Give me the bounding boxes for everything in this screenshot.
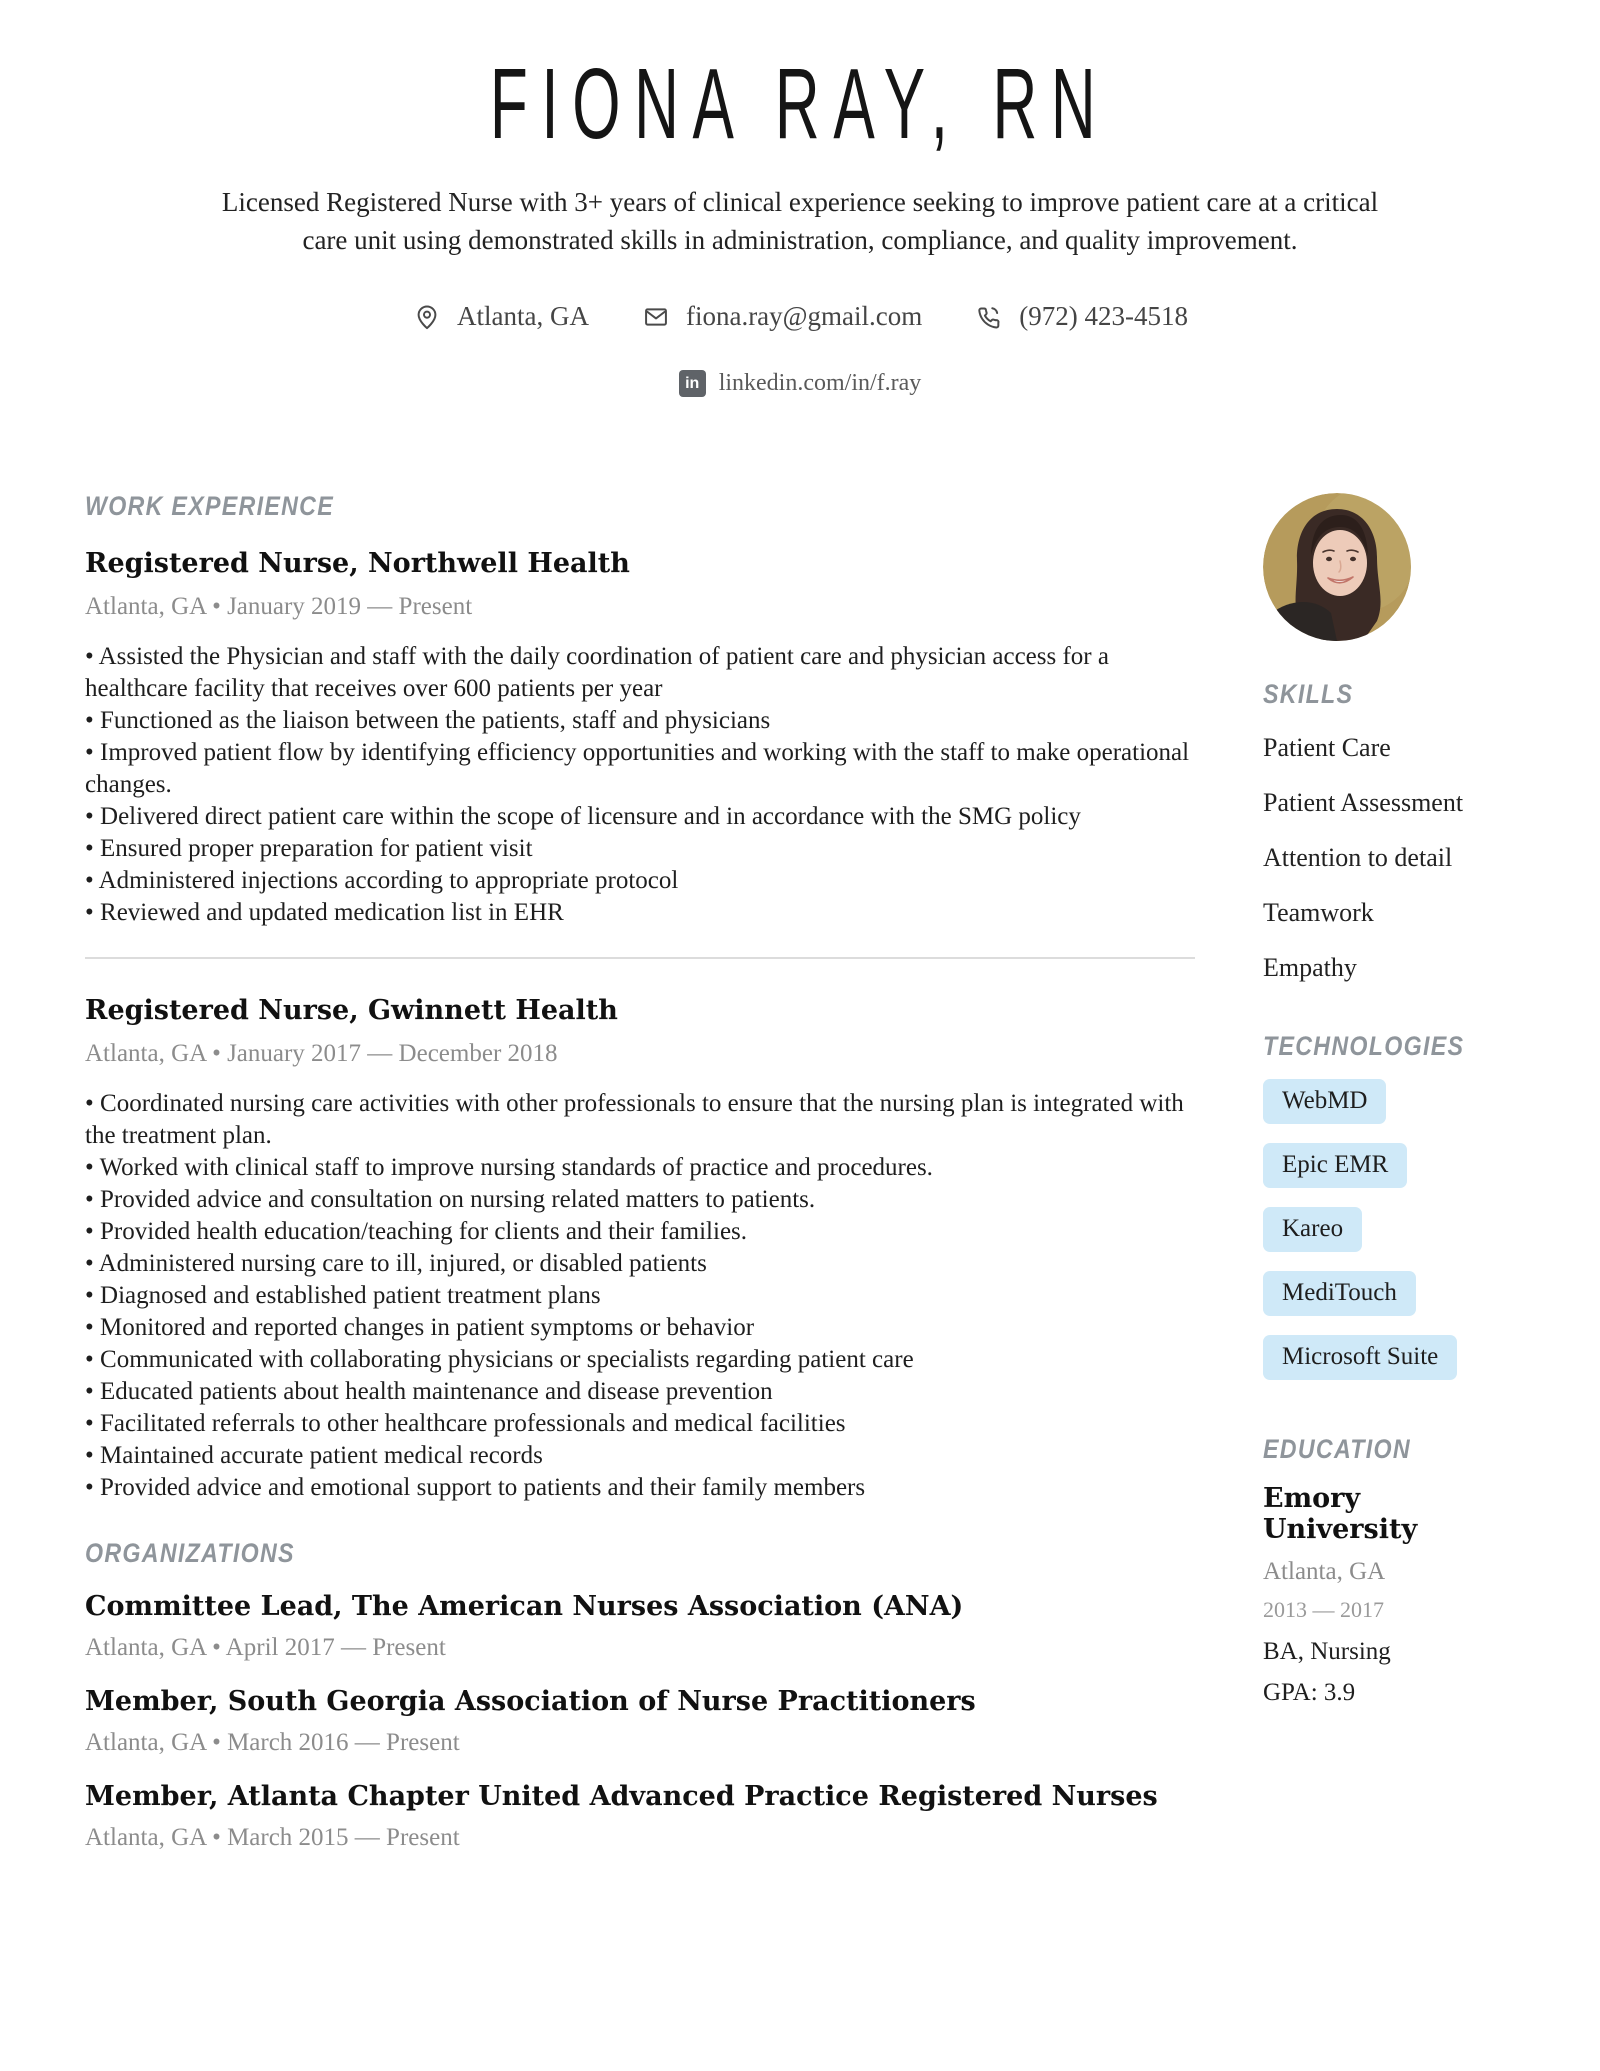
skills-section-header (1263, 681, 1515, 708)
mail-icon (641, 302, 671, 332)
organization-title: Member, Atlanta Chapter United Advanced Practice Registered Nurses (85, 1781, 1158, 1812)
job-bullet: • Functioned as the liaison between the patients, staff and physicians (85, 705, 1195, 737)
job-entry-northwell (85, 548, 1195, 929)
education-school: Emory University (1263, 1483, 1418, 1545)
contact-email-text: fiona.ray@gmail.com (685, 301, 923, 331)
technology-pill: Kareo (1263, 1207, 1362, 1252)
skill-item: Patient Assessment (1263, 788, 1464, 817)
job-bullet: • Administered injections according to appropriate protocol (85, 865, 1195, 897)
technology-pill: MediTouch (1263, 1271, 1416, 1316)
job-bullet-list (85, 1088, 1195, 1504)
technologies-list (1263, 1079, 1515, 1380)
technology-pill-row (1263, 1271, 1515, 1316)
organizations-list (85, 1591, 1195, 1852)
job-bullet: • Provided health education/teaching for clients and their families. (85, 1216, 1195, 1248)
sidebar (1263, 493, 1515, 1852)
contact-phone[interactable] (974, 301, 1188, 332)
job-title: Registered Nurse, Northwell Health (85, 548, 630, 579)
job-bullet: • Monitored and reported changes in patient symptoms or behavior (85, 1312, 1195, 1344)
organization-meta: Atlanta, GA • April 2017 — Present (85, 1634, 446, 1661)
education-degree: BA, Nursing (1263, 1638, 1391, 1665)
work-experience-heading: WORK EXPERIENCE (85, 491, 335, 521)
organizations-section-header (85, 1540, 1195, 1567)
resume-header (0, 0, 1600, 397)
job-title: Registered Nurse, Gwinnett Health (85, 995, 618, 1026)
job-bullet: • Administered nursing care to ill, injured, or disabled patients (85, 1248, 1195, 1280)
page-title: FIONA RAY, RN (490, 48, 1110, 160)
job-bullet-list (85, 641, 1195, 929)
education-gpa: GPA: 3.9 (1263, 1679, 1356, 1706)
summary-text: Licensed Registered Nurse with 3+ years of clinical experience seeking to improve patient care at a critical care unit using demonstrated skills in administration, compliance, and quality improvement. (221, 187, 1379, 255)
job-bullet: • Educated patients about health maintenance and disease prevention (85, 1376, 1195, 1408)
job-bullet: • Worked with clinical staff to improve nursing standards of practice and procedures. (85, 1152, 1195, 1184)
skill-item: Teamwork (1263, 898, 1374, 927)
job-divider (85, 957, 1195, 959)
organizations-heading: ORGANIZATIONS (85, 1538, 295, 1568)
job-bullet: • Maintained accurate patient medical records (85, 1440, 1195, 1472)
education-heading: EDUCATION (1263, 1434, 1411, 1464)
technology-pill: WebMD (1263, 1079, 1386, 1124)
linkedin-icon-text: in (685, 374, 700, 392)
skills-heading: SKILLS (1263, 679, 1354, 709)
job-bullet: • Diagnosed and established patient treatment plans (85, 1280, 1195, 1312)
organization-item (85, 1686, 1195, 1757)
map-pin-icon (412, 302, 442, 332)
contact-phone-text: (972) 423-4518 (1019, 301, 1188, 331)
main-column (85, 493, 1195, 1852)
job-bullet: • Provided advice and emotional support to patients and their family members (85, 1472, 1195, 1504)
technology-pill-row (1263, 1079, 1515, 1124)
job-bullet: • Facilitated referrals to other healthcare professionals and medical facilities (85, 1408, 1195, 1440)
contact-email[interactable] (641, 301, 922, 332)
linkedin-icon (679, 370, 706, 397)
contact-linkedin-text: linkedin.com/in/f.ray (718, 370, 922, 396)
technologies-heading: TECHNOLOGIES (1263, 1031, 1465, 1061)
job-bullet: • Communicated with collaborating physicians or specialists regarding patient care (85, 1344, 1195, 1376)
job-entry-gwinnett (85, 995, 1195, 1504)
technologies-section-header (1263, 1033, 1515, 1060)
contact-linkedin[interactable] (679, 370, 922, 397)
contact-location (412, 301, 589, 332)
technology-pill: Epic EMR (1263, 1143, 1407, 1188)
organization-title: Member, South Georgia Association of Nurse Practitioners (85, 1686, 976, 1717)
education-section-header (1263, 1436, 1515, 1463)
work-experience-section-header (85, 493, 1195, 520)
content-columns (0, 493, 1600, 1852)
skill-item: Patient Care (1263, 733, 1391, 762)
avatar (1263, 493, 1411, 641)
job-bullet: • Delivered direct patient care within the scope of licensure and in accordance with the SMG policy (85, 801, 1195, 833)
education-location: Atlanta, GA (1263, 1558, 1386, 1585)
contact-row-linkedin (0, 370, 1600, 397)
contact-location-text: Atlanta, GA (457, 301, 589, 331)
organization-item (85, 1781, 1195, 1852)
job-meta: Atlanta, GA • January 2017 — December 2018 (85, 1040, 558, 1067)
education-dates: 2013 — 2017 (1263, 1597, 1384, 1622)
job-bullet: • Reviewed and updated medication list in EHR (85, 897, 1195, 929)
technology-pill-row (1263, 1335, 1515, 1380)
technology-pill-row (1263, 1143, 1515, 1188)
organization-meta: Atlanta, GA • March 2016 — Present (85, 1729, 460, 1756)
job-bullet: • Provided advice and consultation on nursing related matters to patients. (85, 1184, 1195, 1216)
job-bullet: • Ensured proper preparation for patient visit (85, 833, 1195, 865)
skill-item: Empathy (1263, 953, 1357, 982)
technology-pill: Microsoft Suite (1263, 1335, 1457, 1380)
job-bullet: • Coordinated nursing care activities with other professionals to ensure that the nursing plan is integrated with the treatment plan. (85, 1088, 1195, 1152)
skills-list (1263, 733, 1515, 983)
organization-item (85, 1591, 1195, 1662)
technology-pill-row (1263, 1207, 1515, 1252)
skill-item: Attention to detail (1263, 843, 1453, 872)
job-bullet: • Assisted the Physician and staff with the daily coordination of patient care and physician access for a healthcare facility that receives over 600 patients per year (85, 641, 1195, 705)
organization-meta: Atlanta, GA • March 2015 — Present (85, 1824, 460, 1851)
job-meta: Atlanta, GA • January 2019 — Present (85, 593, 473, 620)
organization-title: Committee Lead, The American Nurses Association (ANA) (85, 1591, 964, 1622)
job-bullet: • Improved patient flow by identifying efficiency opportunities and working with the staff to make operational changes. (85, 737, 1195, 801)
phone-icon (974, 302, 1004, 332)
contact-row (0, 301, 1600, 332)
